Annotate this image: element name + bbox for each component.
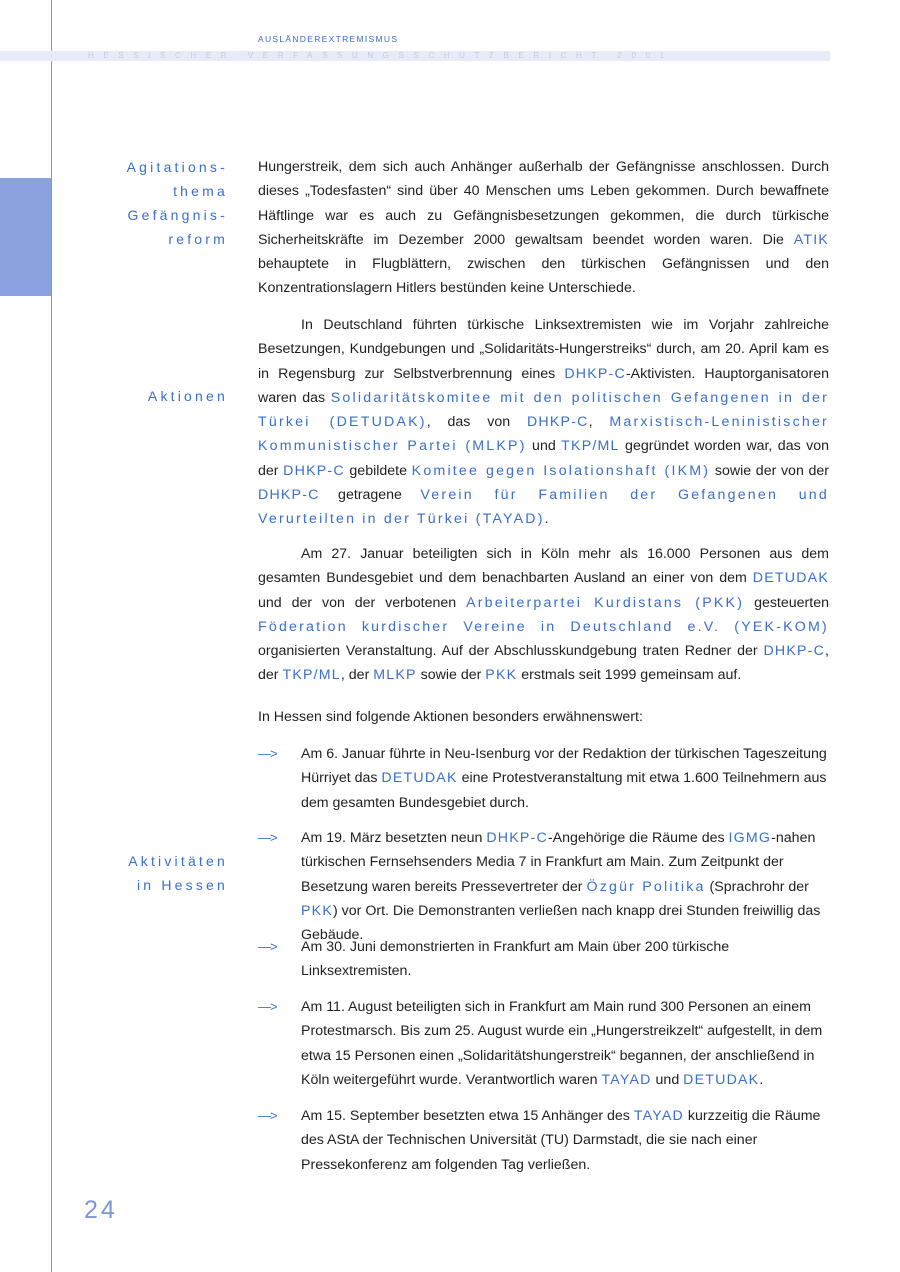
org-detudak-full: Solidaritätskomitee mit den politischen Gefangenen in der Türkei (DETUDAK) — [258, 389, 829, 431]
org-detudak: DETUDAK — [752, 570, 829, 587]
org-ozgur-politika: Özgür Politika — [586, 878, 706, 895]
margin-note-line: Agitations- — [126, 159, 228, 175]
org-dhkp-c: DHKP-C — [526, 414, 589, 431]
arrow-icon: —> — [258, 939, 277, 954]
arrow-icon: —> — [258, 830, 277, 845]
list-item-text: Am 19. März besetzten neun DHKP-C-Angehörige die Räume des IGMG-nahen türkischen Fernsehsenders Media 7 in Frankfurt am Main. Zum Zeitpunkt der Besetzung waren bereits Pressevertreter der Özgür Politika (Sprachrohr der PKK) vor Ort. Die Demonstranten verließen nach knapp drei Stunden freiwillig das Gebäude. — [301, 830, 821, 944]
org-pkk-full: Arbeiterpartei Kurdistans (PKK) — [466, 594, 745, 611]
org-mlkp: MLKP — [373, 667, 417, 684]
margin-note-hessen — [88, 849, 228, 897]
org-ikm-full: Komitee gegen Isolationshaft (IKM) — [411, 462, 711, 479]
org-dhkp-c: DHKP-C — [486, 830, 548, 846]
paragraph-3: Am 27. Januar beteiligten sich in Köln mehr als 16.000 Personen aus dem gesamten Bundesgebiet und dem benachbarten Ausland an einer von dem DETUDAK und der von der verbotenen Arbeiterpartei Kurdistans (PKK) gesteuerten Föderation kurdischer Vereine in Deutschland e.V. (YEK-KOM) organisierten Veranstaltung. Auf der Abschlusskundgebung traten Redner der DHKP-C, der TKP/ML, der MLKP sowie der PKK erstmals seit 1999 gemeinsam auf. — [258, 546, 829, 684]
org-tayad-full: Verein für Familien der Gefangenen und Verurteilten in der Türkei (TAYAD) — [258, 487, 829, 528]
list-item-text: Am 11. August beteiligten sich in Frankfurt am Main rund 300 Personen an einem Protestmarsch. Bis zum 25. August wurde ein „Hungerstreikzelt“ aufgestellt, in dem etwa 15 Personen einen „Solidaritätshungerstreik“ begannen, der anschließend in Köln weitergeführt wurde. Verantwortlich waren TAYAD und DETUDAK. — [301, 999, 823, 1088]
list-item-text: Am 15. September besetzten etwa 15 Anhänger des TAYAD kurzzeitig die Räume des AStA der Technischen Universität (TU) Darmstadt, die sie nach einer Pressekonferenz am folgenden Tag verließen. — [301, 1108, 821, 1173]
arrow-icon: —> — [258, 1108, 277, 1123]
org-dhkp-c: DHKP-C — [283, 462, 345, 479]
org-tkp-ml: TKP/ML — [561, 438, 620, 455]
margin-note-aktionen: Aktionen — [147, 388, 228, 404]
running-header-band — [0, 51, 830, 61]
margin-note-line: Gefängnis- — [127, 207, 228, 223]
margin-note-line: thema — [173, 183, 228, 199]
page-number: 24 — [84, 1196, 118, 1224]
org-pkk: PKK — [485, 667, 518, 684]
list-item-text: Am 30. Juni demonstrierten in Frankfurt am Main über 200 türkische Linksextremisten. — [301, 939, 730, 980]
list-item-text: Am 6. Januar führte in Neu-Isenburg vor der Redaktion der türkischen Tageszeitung Hürriyet das DETUDAK eine Protestveranstaltung mit etwa 1.600 Teilnehmern aus dem gesamten Bundesgebiet durch. — [301, 746, 827, 811]
org-dhkp-c: DHKP-C — [763, 643, 826, 660]
org-yek-kom-full: Föderation kurdischer Vereine in Deutschland e.V. (YEK-KOM) — [258, 618, 829, 635]
chapter-tab — [0, 178, 51, 296]
page-margin-rule — [51, 0, 52, 1272]
org-dhkp-c: DHKP-C — [258, 487, 320, 504]
org-igmg: IGMG — [728, 830, 772, 846]
margin-note-agitation — [88, 155, 228, 251]
paragraph-1: Hungerstreik, dem sich auch Anhänger außerhalb der Gefängnisse anschlossen. Durch dieses „Todesfasten“ sind über 40 Menschen ums Leben gekommen. Durch bewaffnete Häftlinge war es auch zu Gefängnisbesetzungen gekommen, die durch türkische Sicherheitskräfte im Dezember 2000 gewaltsam beendet worden waren. Die ATIK behauptete in Flugblättern, zwischen den türkischen Gefängnissen und den Konzentrationslagern Hitlers bestünden keine Unterschiede. — [258, 159, 829, 297]
org-tkp-ml: TKP/ML — [282, 667, 341, 684]
margin-note-line: reform — [168, 231, 228, 247]
org-detudak: DETUDAK — [683, 1071, 760, 1088]
hessen-intro: In Hessen sind folgende Aktionen besonders erwähnenswert: — [258, 709, 643, 725]
org-atik: ATIK — [793, 231, 829, 248]
arrow-icon: —> — [258, 746, 277, 761]
margin-note-line: in Hessen — [136, 877, 228, 893]
margin-note-line: Aktivitäten — [128, 853, 228, 869]
org-detudak: DETUDAK — [381, 770, 458, 787]
org-dhkp-c: DHKP-C — [564, 365, 626, 382]
org-tayad: TAYAD — [601, 1071, 652, 1088]
arrow-icon: —> — [258, 999, 277, 1014]
paragraph-2: In Deutschland führten türkische Linksextremisten wie im Vorjahr zahlreiche Besetzungen, Kundgebungen und „Solidaritäts-Hungerstreiks“ durch, am 20. April kam es in Regensburg zur Selbstverbrennung eines DHKP-C-Aktivisten. Hauptorganisatoren waren das Solidaritätskomitee mit den politischen Gefangenen in der Türkei (DETUDAK), das von DHKP-C, Marxistisch-Leninistischer Kommunistischer Partei (MLKP) und TKP/ML gegründet worden war, das von der DHKP-C gebildete Komitee gegen Isolationshaft (IKM) sowie der von der DHKP-C getragene Verein für Familien der Gefangenen und Verurteilten in der Türkei (TAYAD). — [258, 317, 829, 528]
running-header-publication: HESSISCHER VERFASSUNGSSCHUTZBERICHT 2001 — [88, 51, 674, 60]
org-tayad: TAYAD — [633, 1108, 684, 1124]
org-pkk: PKK — [301, 902, 333, 919]
org-mlkp-full: Marxistisch-Leninistischer Kommunistischer Partei (MLKP) — [258, 414, 829, 455]
running-header-section: AUSLÄNDEREXTREMISMUS — [258, 34, 399, 44]
